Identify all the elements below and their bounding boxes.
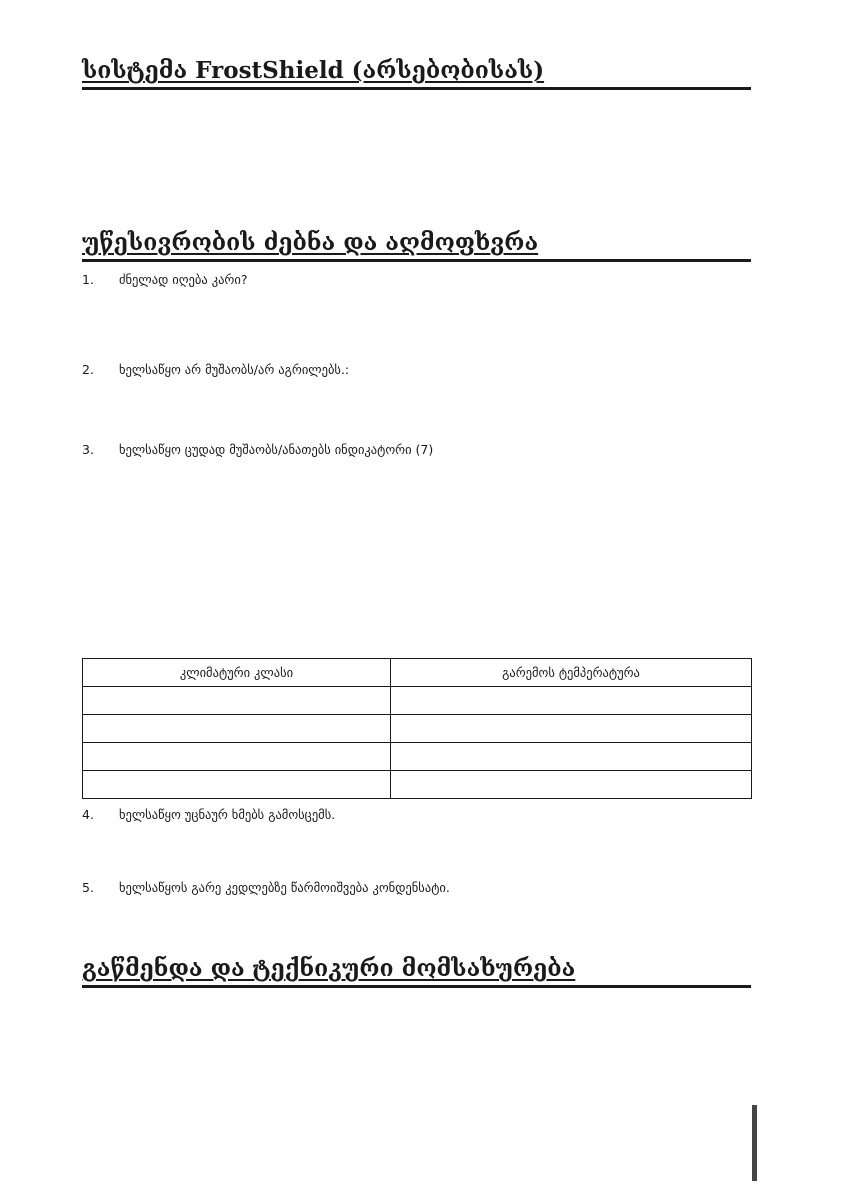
troubleshooting-item-4 [82, 807, 335, 823]
heading-frostshield-system: სისტემა FrostShield (არსებობისას) [82, 56, 751, 90]
table-row [83, 687, 752, 715]
table-row [83, 771, 752, 799]
item-text: ხელსაწყო არ მუშაობს/არ აგრილებს.: [119, 362, 350, 377]
item-number: 1. [82, 272, 94, 287]
item-text: ხელსაწყო ცუდად მუშაობს/ანათებს ინდიკატორი (7) [119, 442, 434, 457]
troubleshooting-item-2 [82, 362, 349, 378]
table-cell [391, 771, 752, 799]
item-text: ხელსაწყოს გარე კედლებზე წარმოიშვება კონდენსატი. [119, 880, 450, 895]
table-header-row [83, 659, 752, 687]
heading-troubleshooting: უწესივრობის ძებნა და აღმოფხვრა [82, 228, 751, 262]
table-cell [83, 687, 391, 715]
table-row [83, 715, 752, 743]
table-cell [391, 715, 752, 743]
item-number: 4. [82, 807, 94, 822]
table-cell [83, 743, 391, 771]
troubleshooting-item-1 [82, 272, 247, 288]
item-number: 5. [82, 880, 94, 895]
page-edge-marker [752, 1105, 757, 1181]
climate-class-table [82, 658, 752, 799]
item-number: 3. [82, 442, 94, 457]
item-text: ძნელად იღება კარი? [119, 272, 248, 287]
column-header-ambient-temperature: გარემოს ტემპერატურა [391, 659, 752, 687]
column-header-climate-class: კლიმატური კლასი [83, 659, 391, 687]
table-cell [83, 715, 391, 743]
item-number: 2. [82, 362, 94, 377]
item-text: ხელსაწყო უცნაურ ხმებს გამოსცემს. [119, 807, 336, 822]
table-row [83, 743, 752, 771]
table-cell [391, 743, 752, 771]
heading-cleaning-maintenance: გაწმენდა და ტექნიკური მომსახურება [82, 954, 751, 988]
table-cell [391, 687, 752, 715]
troubleshooting-item-5 [82, 880, 450, 896]
troubleshooting-item-3 [82, 442, 433, 458]
table-cell [83, 771, 391, 799]
